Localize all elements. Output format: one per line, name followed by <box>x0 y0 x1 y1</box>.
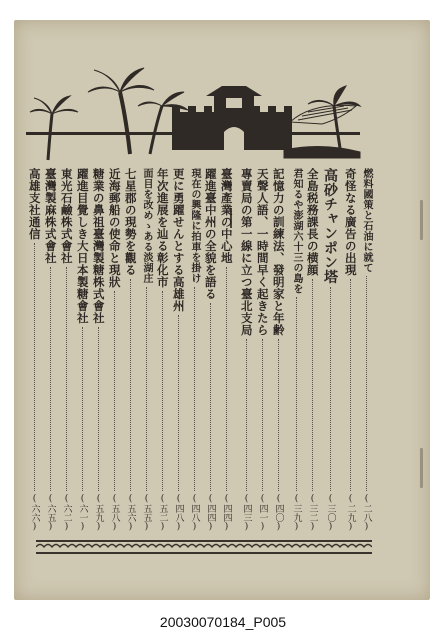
toc-leader <box>330 287 331 491</box>
toc-leader <box>146 287 147 492</box>
toc-leader <box>50 267 51 491</box>
header-illustration <box>22 62 362 170</box>
toc-title: 全島税務課長の横顔 <box>305 168 320 276</box>
toc-page-number: ( 五九 ) <box>94 494 103 532</box>
toc-leader <box>98 327 99 491</box>
table-of-contents <box>27 168 376 532</box>
toc-page-number: ( 五二 ) <box>158 494 167 532</box>
toc-leader <box>130 279 131 491</box>
toc-page-number: ( 六二 ) <box>62 494 71 532</box>
toc-page-number: ( 三〇 ) <box>326 494 335 532</box>
toc-page-number: ( 四八 ) <box>190 494 199 532</box>
toc-title: 糖業の鼻祖臺灣製糖株式會社 <box>91 168 106 324</box>
binding-mark <box>420 448 423 488</box>
toc-title: 奇怪なる廣告の出現 <box>343 168 358 276</box>
toc-page-number: ( 四三 ) <box>242 494 251 532</box>
toc-title: 高雄支社通信 <box>27 168 42 240</box>
toc-entry[interactable] <box>320 168 340 532</box>
toc-title: 君知るや澎湖六十三の島を <box>291 168 302 294</box>
toc-leader <box>296 297 297 491</box>
toc-page-number: ( 五八 ) <box>110 494 119 532</box>
toc-title: 專賣局の第一線に立つ臺北支局 <box>239 168 254 336</box>
toc-leader <box>114 291 115 491</box>
toc-leader <box>312 279 313 491</box>
toc-entry[interactable] <box>286 168 306 532</box>
toc-leader <box>246 339 247 491</box>
toc-leader <box>350 279 351 491</box>
toc-page-number: ( 六一 ) <box>78 494 87 532</box>
toc-leader <box>194 287 195 492</box>
toc-leader <box>366 276 367 491</box>
toc-title: 躍進臺中州の全貌を語る <box>203 168 218 300</box>
toc-leader <box>262 339 263 491</box>
toc-leader <box>82 327 83 491</box>
decorative-border <box>36 540 372 554</box>
castle-gate-icon <box>172 86 292 150</box>
toc-page-number: ( 四四 ) <box>206 494 215 532</box>
toc-page-number: ( 四〇 ) <box>274 494 283 532</box>
binding-mark <box>420 200 423 240</box>
toc-page-number: ( 四一 ) <box>258 494 267 532</box>
toc-title: 更に勇躍せんとする高雄州 <box>171 168 186 312</box>
palm-tree-icon <box>30 96 78 160</box>
toc-leader <box>226 267 227 491</box>
image-caption: 20030070184_P005 <box>159 614 287 630</box>
boat-icon <box>284 105 360 158</box>
toc-title: 年次進展を辿る彰化市 <box>155 168 170 288</box>
toc-page-number: ( 六五 ) <box>46 494 55 532</box>
toc-title: 面目を改めゝある淡湖庄 <box>141 168 152 284</box>
toc-page-number: ( 二八 ) <box>362 494 371 532</box>
toc-page-number: ( 五五 ) <box>142 494 151 532</box>
toc-title: 天聲人語、一時間早く起きたら <box>255 168 270 336</box>
toc-leader <box>210 303 211 491</box>
toc-title: 東光石鹼株式會社 <box>59 168 74 264</box>
toc-title: 現在の興隆に拍車を掛け <box>189 168 200 284</box>
toc-title: 臺灣製麻株式會社 <box>43 168 58 264</box>
toc-page-number: ( 六六 ) <box>30 494 39 532</box>
toc-title: 高砂チャンポン塔 <box>322 168 338 284</box>
toc-leader <box>34 243 35 491</box>
toc-title: 躍進目覺しき大日本製糖會社 <box>75 168 90 324</box>
toc-page-number: ( 五六 ) <box>126 494 135 532</box>
toc-page-number: ( 四八 ) <box>174 494 183 532</box>
toc-leader <box>178 315 179 491</box>
toc-title: 臺灣產業の中心地 <box>219 168 234 264</box>
toc-leader <box>66 267 67 491</box>
toc-leader <box>278 339 279 491</box>
toc-title: 燃料國策と石油に就て <box>361 168 372 273</box>
toc-title: 七星郡の現勢を觀る <box>123 168 138 276</box>
toc-leader <box>162 291 163 491</box>
toc-entry[interactable] <box>24 168 44 532</box>
toc-page-number: ( 三九 ) <box>292 494 301 532</box>
toc-title: 記憶力の訓練法、發明家と年齢 <box>271 168 286 336</box>
toc-page-number: ( 四四 ) <box>222 494 231 532</box>
toc-title: 近海郵船の使命と現狀 <box>107 168 122 288</box>
toc-page-number: ( 三二 ) <box>308 494 317 532</box>
toc-entry[interactable] <box>340 168 360 532</box>
toc-page-number: ( 二九 ) <box>346 494 355 532</box>
toc-entry[interactable] <box>236 168 256 532</box>
